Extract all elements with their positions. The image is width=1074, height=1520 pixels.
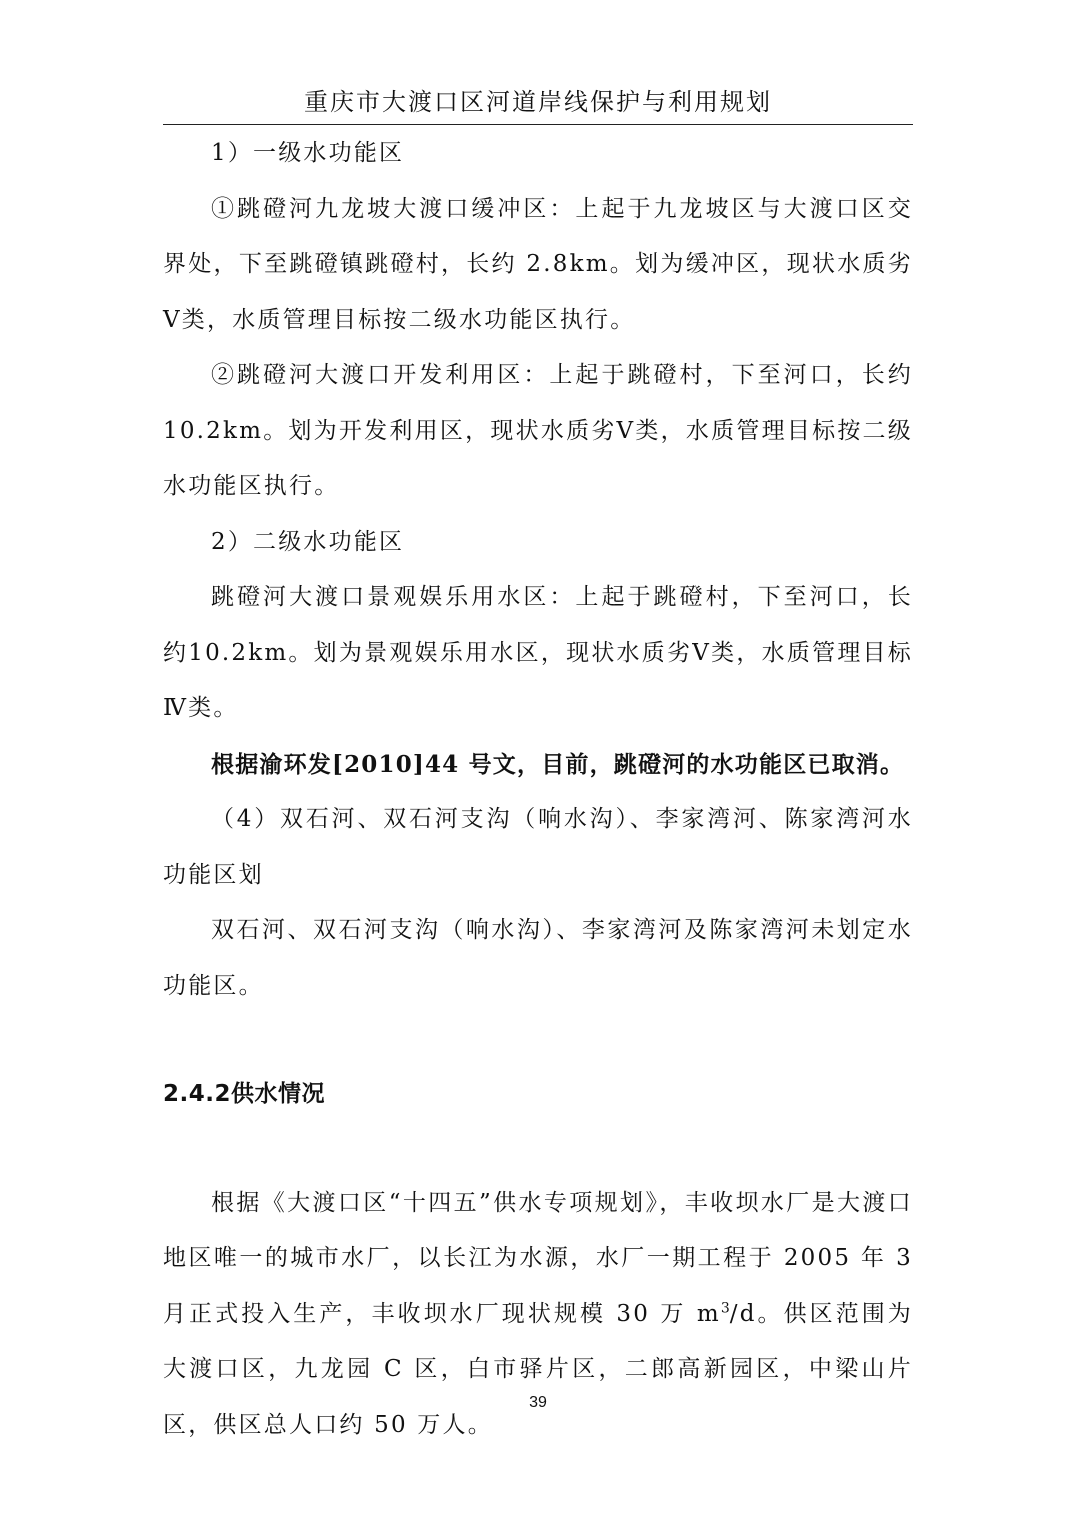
page-number: 39 <box>529 1394 547 1411</box>
document-body <box>163 126 913 1453</box>
water-supply-text-part1: 根据《大渡口区“十四五”供水专项规划》，丰收坝水厂是大渡口地区唯一的城市水厂，以长江为水源，水厂一期工程于 2005 年 3 月正式投入生产，丰收坝水厂现状规模 30 万 m <box>163 1189 913 1327</box>
page-header-title: 重庆市大渡口区河道岸线保护与利用规划 <box>304 88 772 116</box>
section-heading-water-supply: 2.4.2供水情况 <box>163 1081 325 1107</box>
paragraph-level2-zone: 2）二级水功能区 <box>211 528 405 555</box>
superscript-cubed: 3 <box>720 1299 730 1316</box>
paragraph-buffer-zone: ①跳磴河九龙坡大渡口缓冲区：上起于九龙坡区与大渡口区交界处，下至跳磴镇跳磴村，长约 2.8km。划为缓冲区，现状水质劣Ⅴ类，水质管理目标按二级水功能区执行。 <box>163 195 913 333</box>
header-divider <box>163 124 913 125</box>
paragraph-level1-zone: 1）一级水功能区 <box>211 140 405 166</box>
paragraph-cancellation-note: 根据渝环发[2010]44 号文，目前，跳磴河的水功能区已取消。 <box>211 750 905 778</box>
water-supply-text-part2: /d。供区范围为大渡口区，九龙园 C 区，白市驿片区，二郎高新园区，中梁山片区，供区总人口约 50 万人。 <box>163 1300 914 1438</box>
paragraph-rivers-heading: （4）双石河、双石河支沟（响水沟）、李家湾河、陈家湾河水功能区划 <box>163 806 913 888</box>
paragraph-development-zone: ②跳磴河大渡口开发利用区：上起于跳磴村，下至河口，长约10.2km。划为开发利用区，现状水质劣Ⅴ类，水质管理目标按二级水功能区执行。 <box>163 362 913 499</box>
paragraph-landscape-zone: 跳磴河大渡口景观娱乐用水区：上起于跳磴村，下至河口，长约10.2km。划为景观娱乐用水区，现状水质劣Ⅴ类，水质管理目标Ⅳ类。 <box>163 584 913 721</box>
paragraph-rivers-undefined: 双石河、双石河支沟（响水沟）、李家湾河及陈家湾河未划定水功能区。 <box>163 917 913 999</box>
